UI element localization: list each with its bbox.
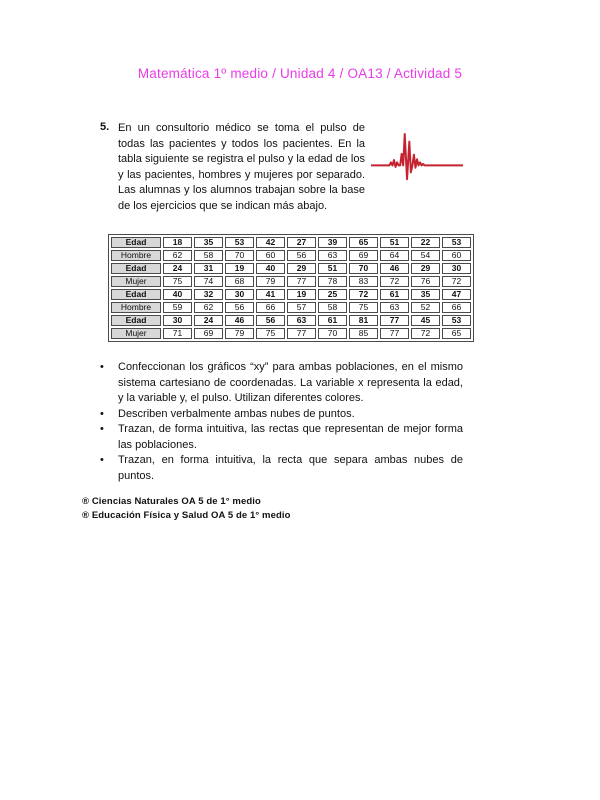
table-cell: 46 <box>225 315 254 326</box>
table-row <box>111 276 471 287</box>
table-cell: 70 <box>318 328 347 339</box>
table-cell: 27 <box>287 237 316 248</box>
row-label: Edad <box>111 315 161 326</box>
table-cell: 41 <box>256 289 285 300</box>
table-cell: 77 <box>380 315 409 326</box>
table-cell: 79 <box>256 276 285 287</box>
table-cell: 79 <box>225 328 254 339</box>
table-cell: 78 <box>318 276 347 287</box>
bullet-text: Trazan, de forma intuitiva, las rectas que representan de mejor forma las poblaciones. <box>118 423 463 451</box>
table-cell: 58 <box>194 250 223 261</box>
table-cell: 24 <box>194 315 223 326</box>
table-cell: 71 <box>163 328 192 339</box>
bullet-text: Describen verbalmente ambas nubes de puntos. <box>118 407 355 420</box>
table-cell: 75 <box>349 302 378 313</box>
ecg-pulse-icon <box>371 121 463 193</box>
table-cell: 63 <box>287 315 316 326</box>
table-cell: 57 <box>287 302 316 313</box>
table-cell: 53 <box>442 315 471 326</box>
row-label: Edad <box>111 289 161 300</box>
table-cell: 66 <box>442 302 471 313</box>
page-title: Matemática 1º medio / Unidad 4 / OA13 / Actividad 5 <box>137 66 463 81</box>
table-cell: 62 <box>163 250 192 261</box>
table-cell: 45 <box>411 315 440 326</box>
row-label: Edad <box>111 263 161 274</box>
table-cell: 77 <box>380 328 409 339</box>
table-cell: 68 <box>225 276 254 287</box>
table-cell: 53 <box>442 237 471 248</box>
table-row <box>111 250 471 261</box>
table-cell: 29 <box>411 263 440 274</box>
row-label: Mujer <box>111 276 161 287</box>
bullet-item <box>100 360 463 407</box>
bullet-marker: • <box>100 454 104 466</box>
row-label: Edad <box>111 237 161 248</box>
table-cell: 56 <box>287 250 316 261</box>
table-cell: 30 <box>163 315 192 326</box>
bullet-item <box>100 422 463 453</box>
table-cell: 83 <box>349 276 378 287</box>
table-cell: 19 <box>225 263 254 274</box>
table-cell: 40 <box>163 289 192 300</box>
table-cell: 56 <box>225 302 254 313</box>
table-cell: 61 <box>318 315 347 326</box>
table-cell: 35 <box>411 289 440 300</box>
table-cell: 70 <box>225 250 254 261</box>
table-cell: 24 <box>163 263 192 274</box>
table-row <box>111 263 471 274</box>
table-cell: 30 <box>225 289 254 300</box>
table-cell: 70 <box>349 263 378 274</box>
table-cell: 58 <box>318 302 347 313</box>
table-cell: 72 <box>442 276 471 287</box>
row-label: Hombre <box>111 302 161 313</box>
table-cell: 22 <box>411 237 440 248</box>
table-cell: 63 <box>318 250 347 261</box>
bullet-item <box>100 453 463 484</box>
table-cell: 61 <box>380 289 409 300</box>
table-cell: 54 <box>411 250 440 261</box>
table-row <box>111 315 471 326</box>
bullet-marker: • <box>100 361 104 373</box>
table-cell: 56 <box>256 315 285 326</box>
footnotes <box>82 495 600 523</box>
table-cell: 65 <box>349 237 378 248</box>
table-cell: 59 <box>163 302 192 313</box>
table-cell: 72 <box>380 276 409 287</box>
table-cell: 62 <box>194 302 223 313</box>
table-cell: 51 <box>380 237 409 248</box>
table-row <box>111 237 471 248</box>
footnote-line: ® Ciencias Naturales OA 5 de 1° medio <box>82 496 261 507</box>
table-cell: 76 <box>411 276 440 287</box>
table-cell: 77 <box>287 276 316 287</box>
table-row <box>111 302 471 313</box>
table-cell: 51 <box>318 263 347 274</box>
bullet-text: Confeccionan los gráficos “xy” para ambas poblaciones, en el mismo sistema cartesiano de coordenadas. La variable x representa la edad, y la variable y, el pulso. Utilizan diferentes colores. <box>118 361 463 404</box>
table-cell: 29 <box>287 263 316 274</box>
table-cell: 47 <box>442 289 471 300</box>
table-cell: 30 <box>442 263 471 274</box>
bullet-marker: • <box>100 423 104 435</box>
table-cell: 72 <box>349 289 378 300</box>
table-cell: 77 <box>287 328 316 339</box>
table-cell: 53 <box>225 237 254 248</box>
table-cell: 63 <box>380 302 409 313</box>
table-cell: 25 <box>318 289 347 300</box>
table-cell: 60 <box>256 250 285 261</box>
table-cell: 74 <box>194 276 223 287</box>
table-cell: 81 <box>349 315 378 326</box>
table-cell: 75 <box>256 328 285 339</box>
table-cell: 31 <box>194 263 223 274</box>
table-cell: 66 <box>256 302 285 313</box>
table-cell: 19 <box>287 289 316 300</box>
table-cell: 64 <box>380 250 409 261</box>
table-cell: 85 <box>349 328 378 339</box>
table-cell: 60 <box>442 250 471 261</box>
table-cell: 69 <box>194 328 223 339</box>
exercise-body <box>118 121 463 214</box>
bullet-text: Trazan, en forma intuitiva, la recta que separa ambas nubes de puntos. <box>118 454 463 482</box>
table-cell: 72 <box>411 328 440 339</box>
table-cell: 46 <box>380 263 409 274</box>
exercise-5 <box>100 121 463 214</box>
table-cell: 40 <box>256 263 285 274</box>
exercise-number: 5. <box>100 121 110 133</box>
table-cell: 35 <box>194 237 223 248</box>
row-label: Hombre <box>111 250 161 261</box>
bullet-list <box>100 360 463 484</box>
bullet-marker: • <box>100 407 104 420</box>
bullet-item <box>100 407 463 423</box>
row-label: Mujer <box>111 328 161 339</box>
table-row <box>111 328 471 339</box>
table-cell: 32 <box>194 289 223 300</box>
table-cell: 69 <box>349 250 378 261</box>
table-cell: 75 <box>163 276 192 287</box>
pulse-age-table <box>108 234 474 342</box>
footnote-line: ® Educación Física y Salud OA 5 de 1° medio <box>82 510 291 521</box>
table-cell: 42 <box>256 237 285 248</box>
table-cell: 18 <box>163 237 192 248</box>
table-row <box>111 289 471 300</box>
table-cell: 65 <box>442 328 471 339</box>
exercise-text: En un consultorio médico se toma el pulso de todas las pacientes y todos los pacientes. En la tabla siguiente se registra el pulso y la edad de los y las pacientes, hombres y mujeres por separado. Las alumnas y los alumnos trabajan sobre la base de los ejercicios que se indican más abajo. <box>118 122 365 212</box>
table-cell: 39 <box>318 237 347 248</box>
table-cell: 52 <box>411 302 440 313</box>
